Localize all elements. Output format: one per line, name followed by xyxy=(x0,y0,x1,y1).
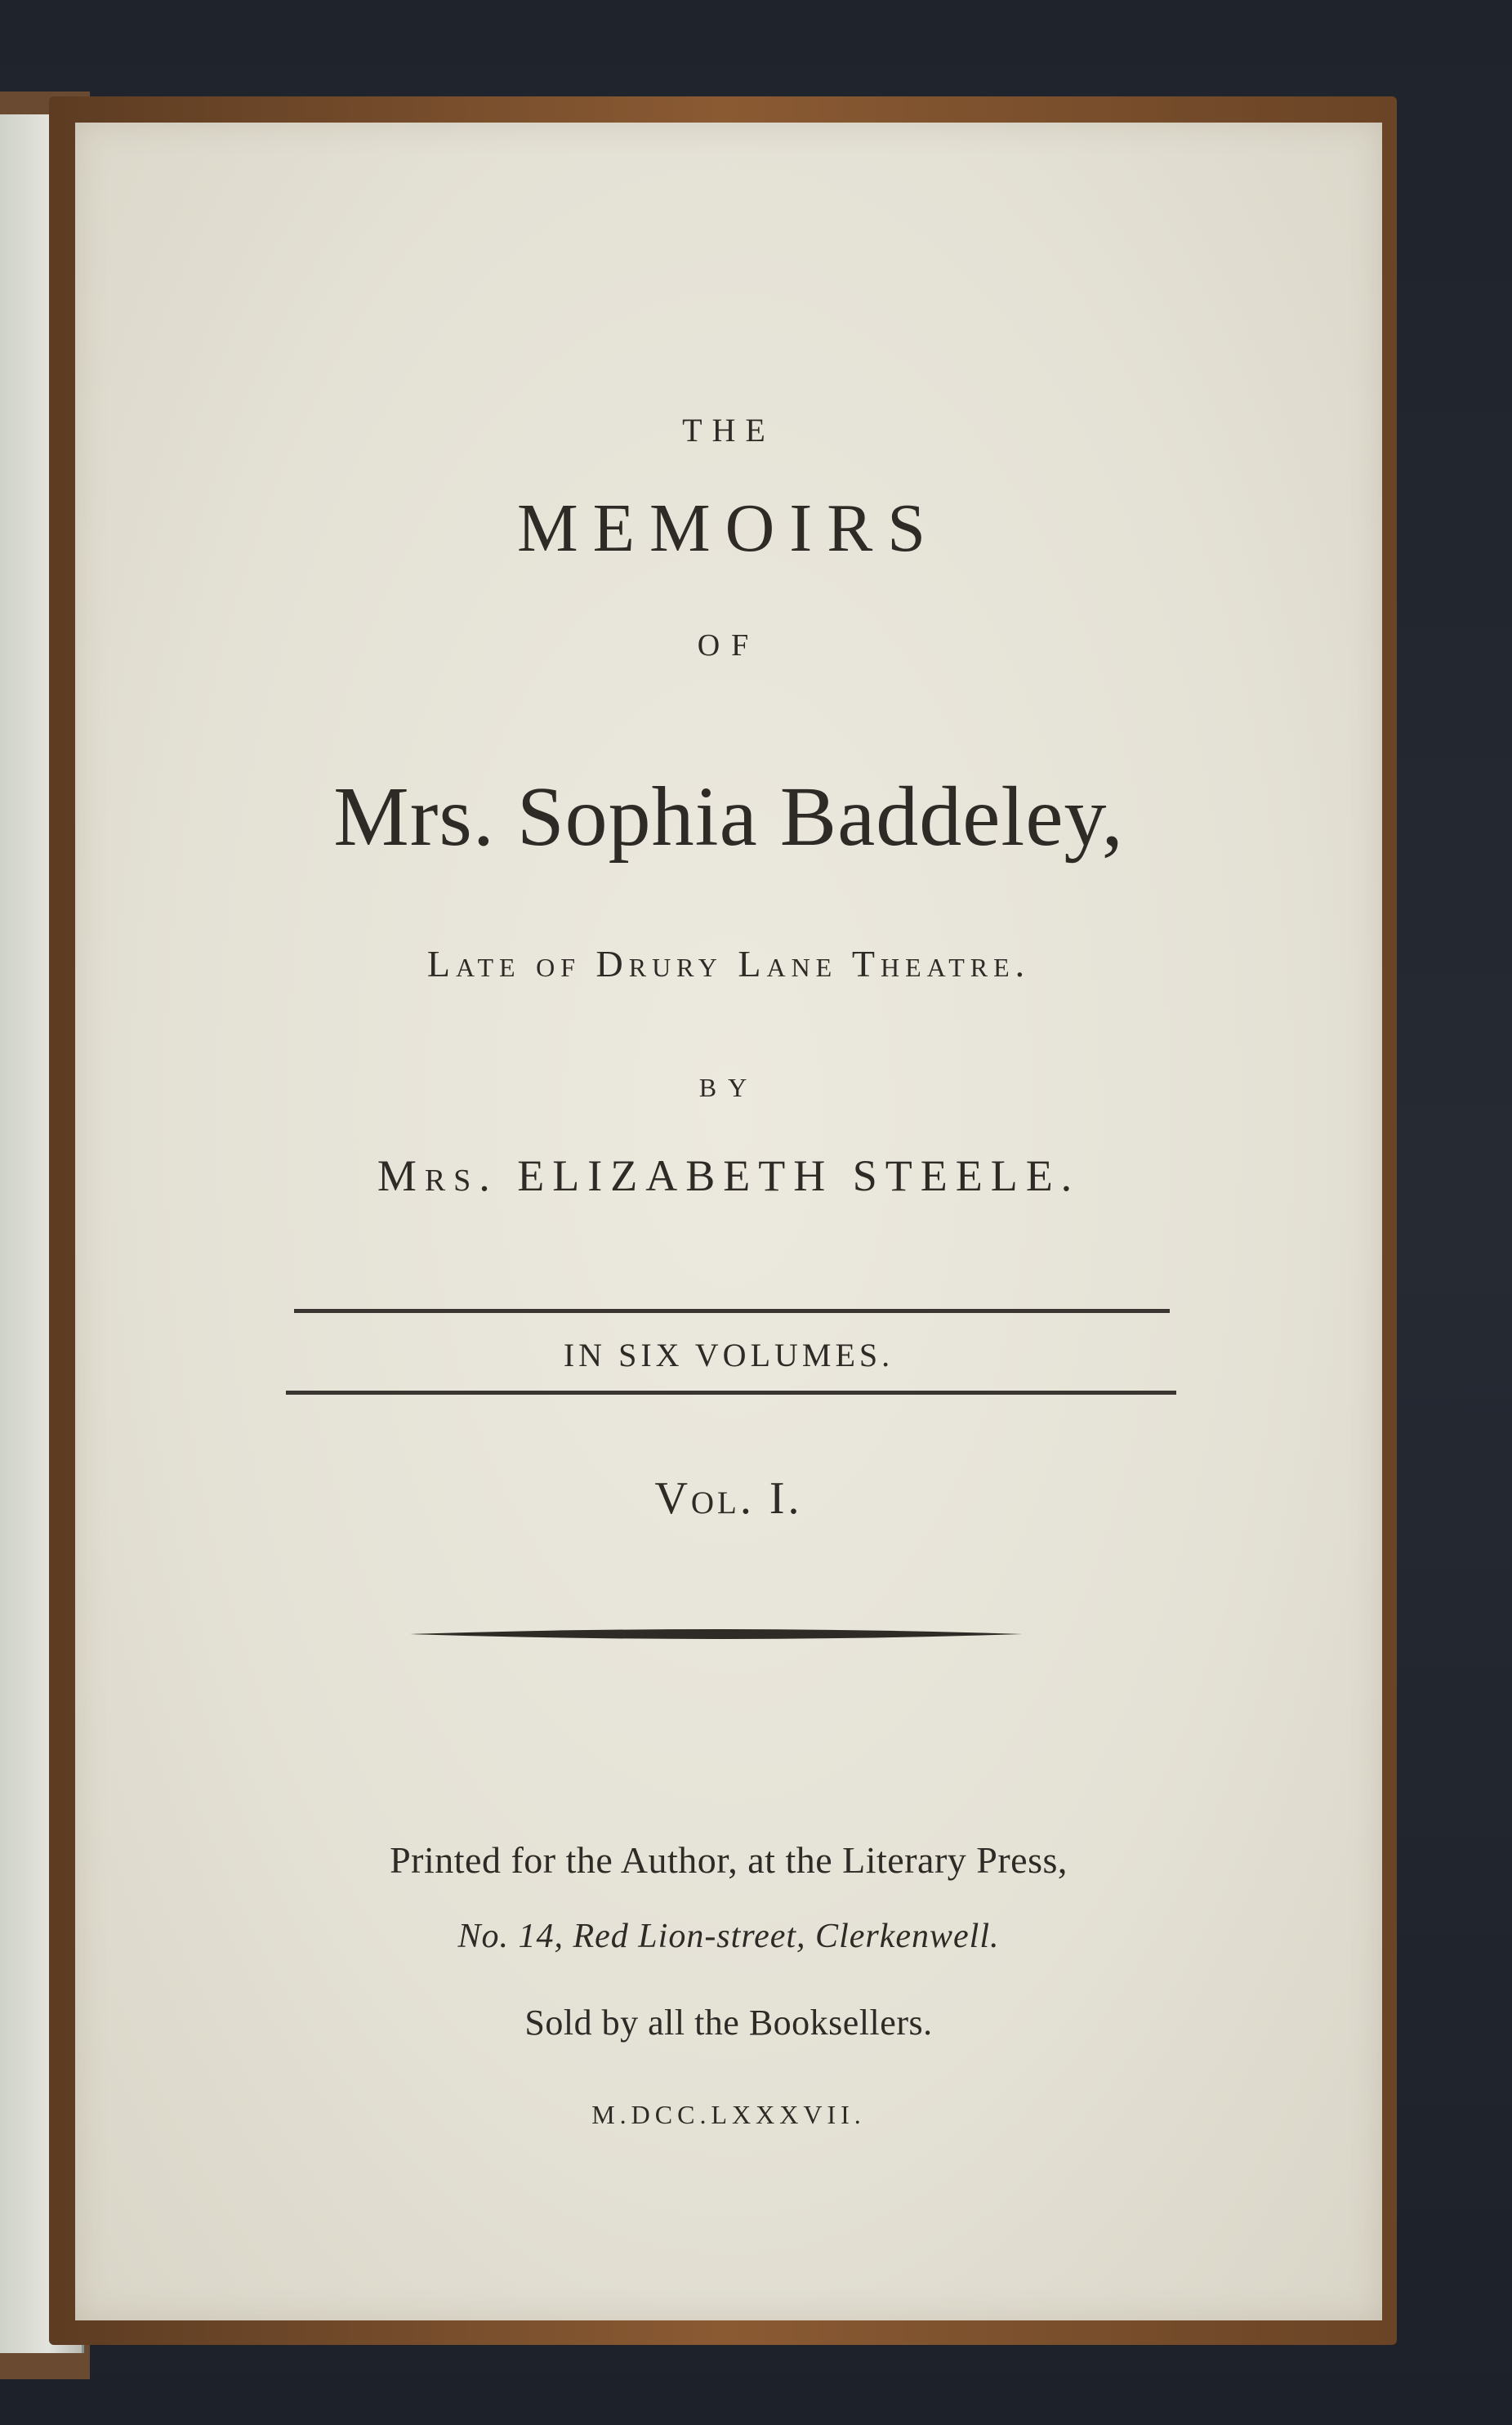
imprint-date: M.DCC.LXXXVII. xyxy=(591,2100,866,2129)
imprint-address: No. 14, Red Lion-street, Clerkenwell. xyxy=(457,1918,1000,1955)
by-line: BY xyxy=(698,1073,759,1102)
title-preposition: OF xyxy=(697,628,760,663)
swelled-rule-ornament xyxy=(410,1626,1023,1642)
imprint-sold-by: Sold by all the Booksellers. xyxy=(524,2003,933,2043)
title-article: THE xyxy=(682,412,775,449)
author-name: Mrs. ELIZABETH STEELE. xyxy=(377,1151,1081,1200)
lower-rule xyxy=(286,1391,1176,1395)
title-page-text xyxy=(75,123,1382,2320)
subject-description: Late of Drury Lane Theatre. xyxy=(426,943,1031,985)
imprint-printed-for: Printed for the Author, at the Literary Press, xyxy=(390,1839,1068,1881)
upper-rule xyxy=(294,1309,1170,1313)
title-main: MEMOIRS xyxy=(516,490,941,566)
volume-number: Vol. I. xyxy=(654,1473,803,1524)
title-page xyxy=(75,123,1382,2320)
subject-name: Mrs. Sophia Baddeley, xyxy=(333,770,1124,864)
volumes-count: IN SIX VOLUMES. xyxy=(563,1337,894,1373)
